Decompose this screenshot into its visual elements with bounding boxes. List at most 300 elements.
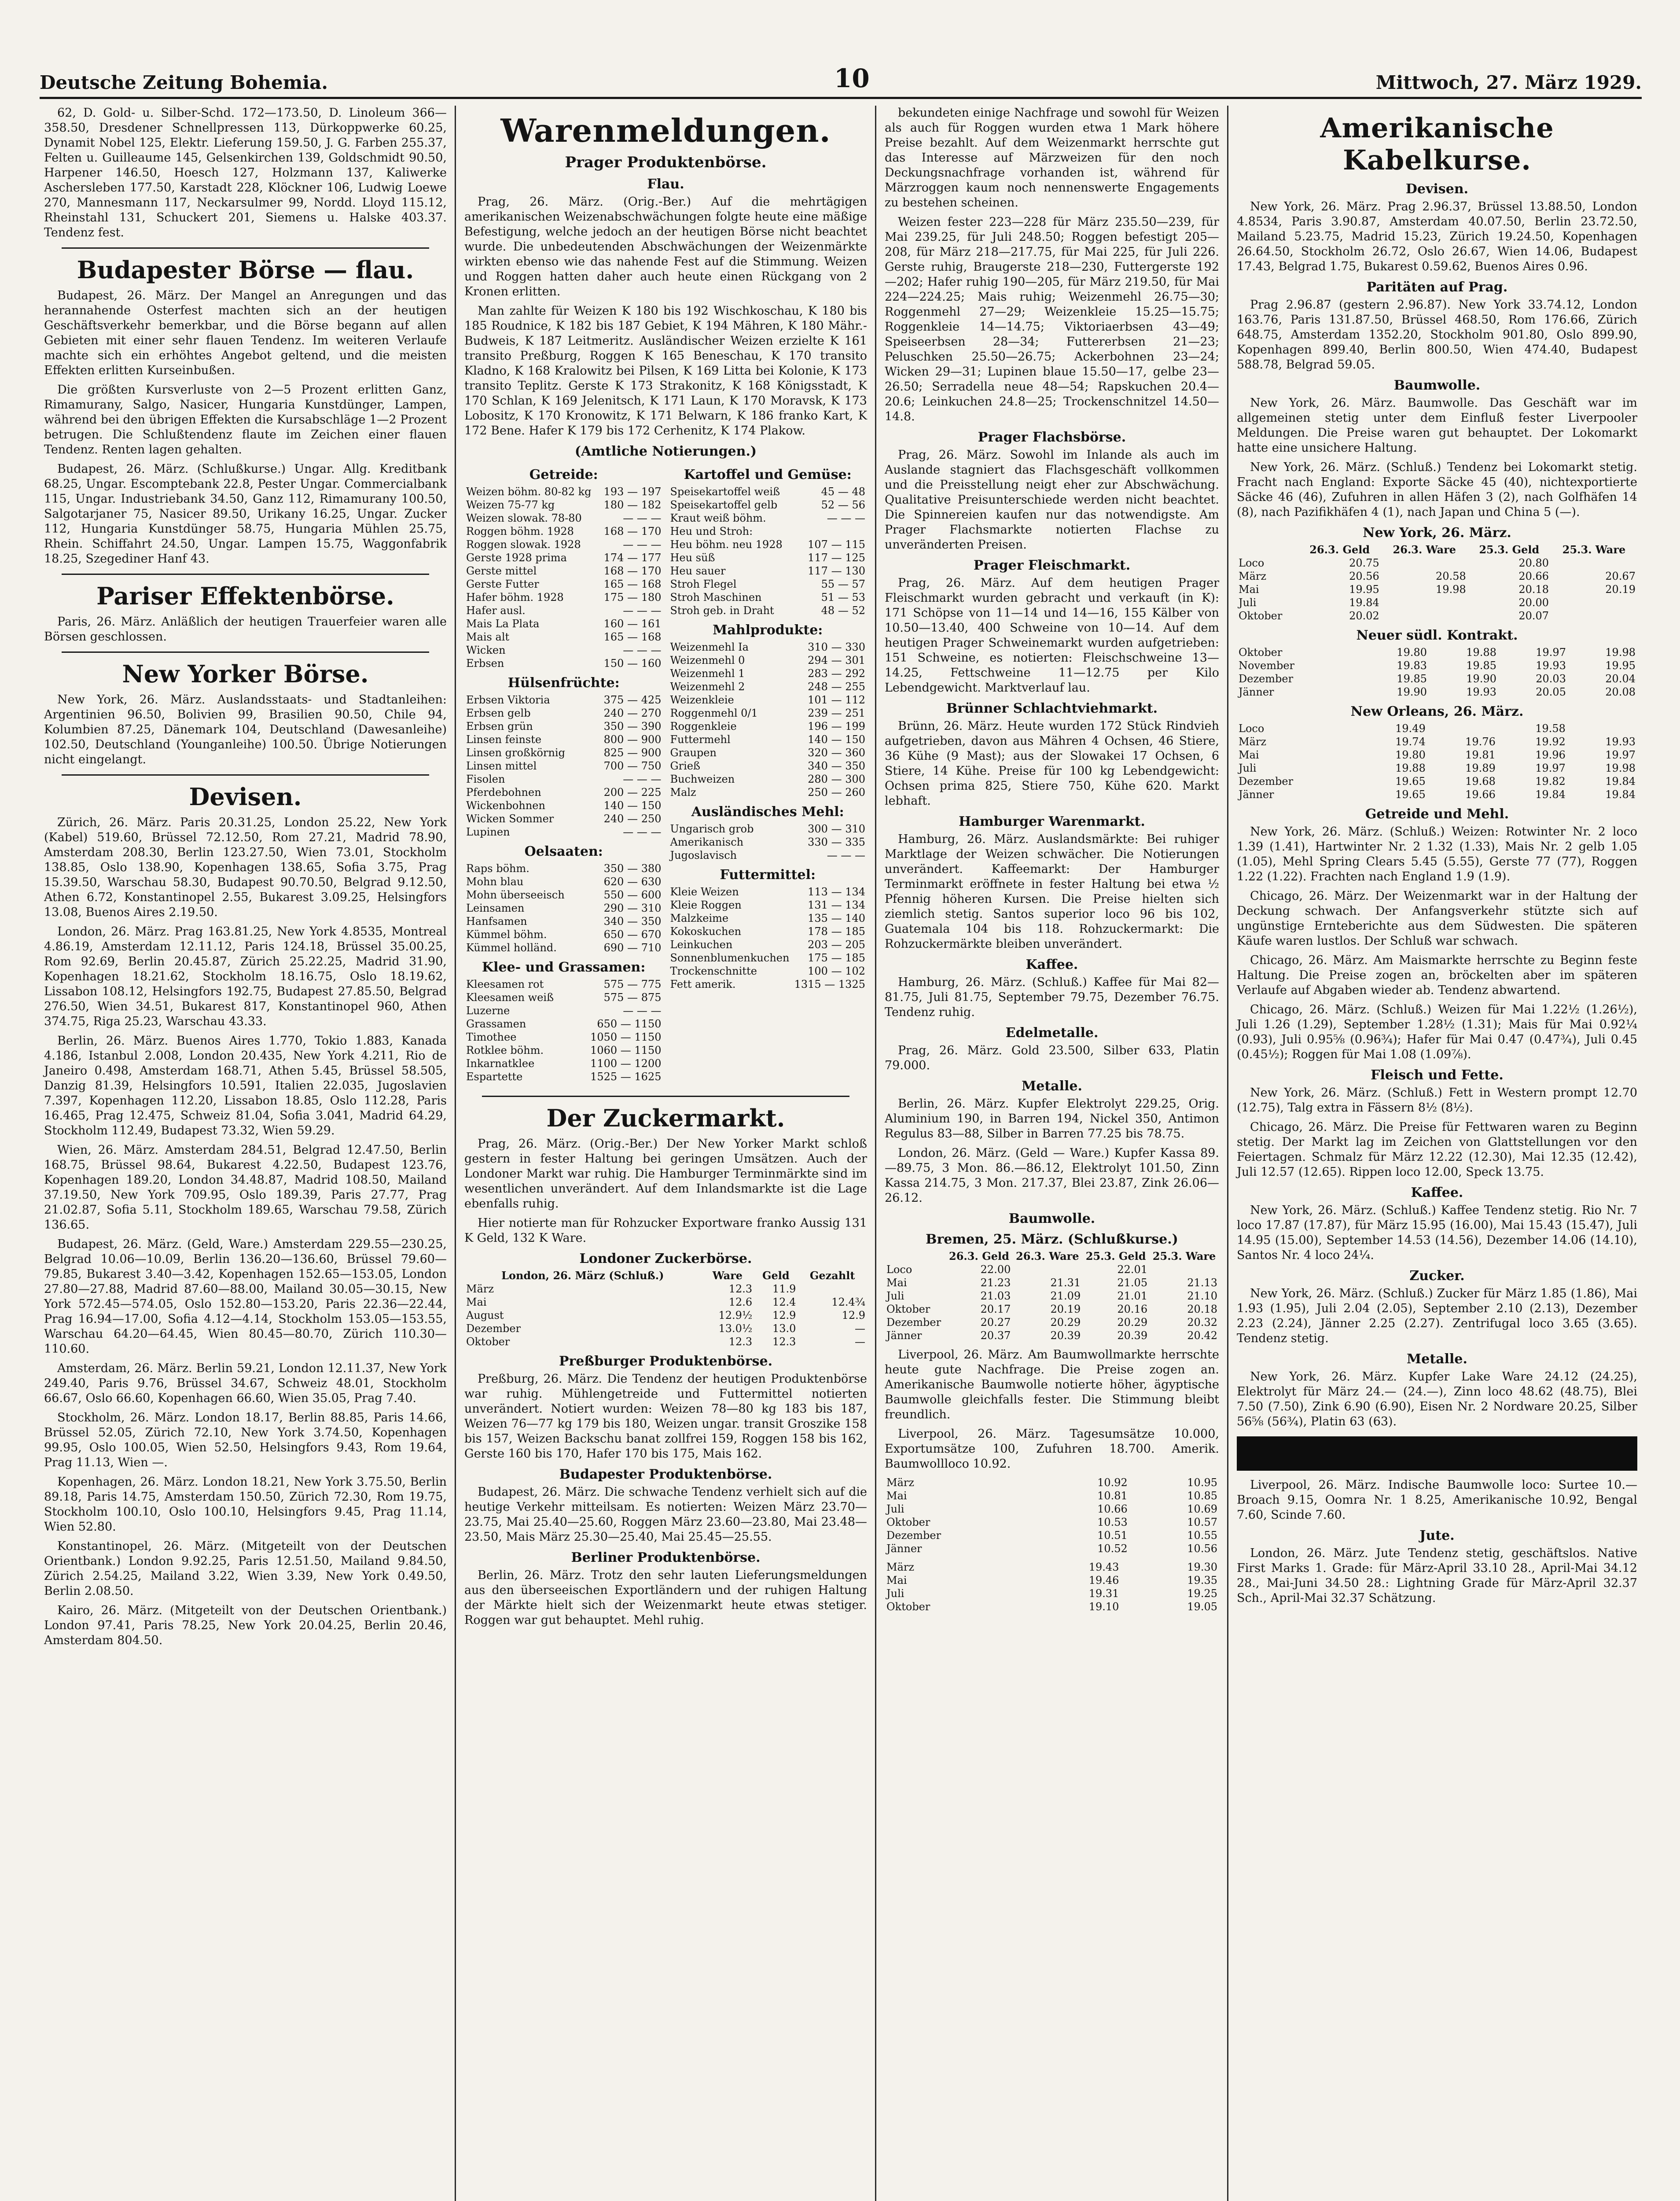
table-cell: 10.57: [1187, 1516, 1217, 1528]
table-row: [669, 964, 868, 978]
table-cell: 45 — 48: [821, 486, 865, 498]
table-cell: [1551, 609, 1637, 622]
table-cell: 19.81: [1465, 749, 1496, 761]
article-text: Hamburg, 26. März. (Schluß.) Kaffee für Mai 82—81.75, Juli 81.75, September 79.75, Dezember 76.75. Tendenz ruhig.: [885, 975, 1219, 1019]
table-cell: Kleesamen weiß: [466, 991, 554, 1004]
subsection-title: Getreide und Mehl.: [1365, 806, 1509, 822]
table-cell: 19.85: [1466, 659, 1496, 672]
table-cell: Dezember: [466, 1322, 521, 1335]
table-row: [669, 667, 868, 680]
table-cell: Mohn blau: [466, 876, 524, 888]
table-cell: Juli: [886, 1587, 904, 1600]
table-cell: [1381, 556, 1468, 570]
table-row: [669, 680, 868, 693]
table-cell: — — —: [623, 512, 662, 524]
article-text: Liverpool, 26. März. Tagesumsätze 10.000, Exportumsätze 100, Zufuhren 18.700. Amerik. Baumwollloco 10.92.: [885, 1427, 1219, 1471]
table-header-cell: 26.3. Ware: [1016, 1250, 1079, 1262]
table-row: [1237, 543, 1637, 556]
table-row: [464, 693, 663, 707]
table-cell: August: [466, 1309, 504, 1321]
table-cell: 11.9: [772, 1283, 796, 1295]
table-cell: Mai: [1239, 583, 1259, 596]
table-row: [885, 1516, 1219, 1529]
table-cell: Mai: [886, 1574, 907, 1586]
table-cell: Erbsen grün: [466, 720, 533, 732]
table-cell: — — —: [623, 773, 662, 785]
table-row: [669, 759, 868, 773]
table-row: [669, 786, 868, 799]
table-cell: 178 — 185: [808, 925, 865, 938]
table-cell: Fisolen: [466, 773, 505, 785]
table-cell: Stroh geb. in Draht: [670, 604, 774, 617]
table-cell: Gerste mittel: [466, 565, 537, 577]
rates-text: Konstantinopel, 26. März. (Mitgeteilt von der Deutschen Orientbank.) London 9.92.25, Paris 12.51.50, Mailand 9.84.50, Zürich 2.54.25, Mailand 3.22, Wien 3.39, New York 0.49.50, Berlin 2.08.50.: [44, 1539, 447, 1598]
subsection-title: Metalle.: [1407, 1351, 1467, 1367]
table-cell: 300 — 310: [808, 823, 865, 835]
table-row: [1237, 556, 1637, 570]
table-cell: 1315 — 1325: [794, 978, 865, 990]
table-row: [1237, 735, 1637, 748]
table-cell: Roggen slowak. 1928: [466, 538, 581, 551]
table-cell: 19.93: [1605, 736, 1636, 748]
rates-text: Zürich, 26. März. Paris 20.31.25, London 25.22, New York (Kabel) 519.60, Brüssel 72.12.50, Rom 27.21, Madrid 78.90, Amsterdam 208.30, Berlin 123.27.50, Wien 73.01, Stockholm 138.85, Oslo 138.90, Kopenhagen 138.65, Sofia 3.75, Prag 15.39.50, Warschau 58.30, Budapest 90.70.50, Belgrad 9.12.50, Athen 6.72, Konstantinopel 2.55, Bukarest 3.09.25, Helsingfors 13.08, Buenos Aires 2.19.50.: [44, 816, 447, 919]
table-cell: Stroh Flegel: [670, 578, 737, 590]
table-cell: Gerste Futter: [466, 578, 539, 590]
subsection-title: Prager Flachsbörse.: [978, 430, 1126, 445]
table-cell: 800 — 900: [603, 733, 662, 746]
table-cell: März: [886, 1476, 914, 1489]
table-cell: Erbsen gelb: [466, 707, 531, 719]
table-row: [1237, 788, 1637, 801]
article-text: Berlin, 26. März. Trotz den sehr lauten Lieferungsmeldungen aus den überseeischen Exportländern und der ruhigen Haltung der Märkte hielt sich der Weizenmarkt heute etwas stetiger. Roggen war gut behauptet. Mehl ruhig.: [464, 1568, 867, 1627]
table-cell: 21.13: [1187, 1277, 1217, 1289]
table-cell: 117 — 125: [808, 552, 865, 564]
table-cell: Jänner: [1239, 788, 1274, 801]
table-cell: 20.32: [1187, 1316, 1217, 1329]
table-row: [669, 578, 868, 591]
table-row: [669, 525, 868, 538]
table-cell: [1012, 1263, 1082, 1276]
table-cell: Mai: [466, 1296, 487, 1308]
table-cell: Malz: [670, 786, 696, 799]
table-row: [669, 551, 868, 564]
article-text: Budapest, 26. März. Die schwache Tendenz verhielt sich auf die heutige Verkehr mitteilsam. Es notierten: Weizen März 23.70—23.75, Mai 25.40—25.60, Roggen März 23.60—23.80, Mai 23.48—23.50, Mais März 25.30—25.40, Mai 25.45—25.55.: [464, 1485, 867, 1544]
table-cell: 19.80: [1397, 646, 1427, 659]
table-cell: 19.95: [1605, 659, 1636, 672]
table-cell: Roggenmehl 0/1: [670, 707, 758, 719]
table-cell: 12.3: [728, 1283, 753, 1295]
table-cell: Lupinen: [466, 826, 510, 838]
table-row: [885, 1303, 1219, 1316]
table-caption: New Orleans, 26. März.: [1350, 704, 1524, 719]
table-heading: Futtermittel:: [720, 867, 816, 883]
table-cell: 19.84: [1535, 788, 1566, 801]
article-text: Berlin, 26. März. Kupfer Elektrolyt 229.25, Orig. Aluminium 190, in Barren 194, Nickel 350, Antimon Regulus 83—88, Silber in Barren 77.25 bis 78.75.: [885, 1097, 1219, 1141]
table-cell: [1149, 1263, 1219, 1276]
table-row: [669, 564, 868, 578]
table-row: [464, 591, 663, 604]
table-header-cell: 25.3. Geld: [1085, 1250, 1146, 1262]
table-header-cell: 26.3. Geld: [1309, 543, 1370, 556]
table-cell: 20.80: [1518, 557, 1549, 569]
table-cell: 19.92: [1535, 736, 1566, 748]
table-cell: 283 — 292: [808, 667, 865, 680]
table-cell: Rotklee böhm.: [466, 1044, 544, 1056]
table-cell: 248 — 255: [808, 681, 865, 693]
rates-text: Kopenhagen, 26. März. London 18.21, New York 3.75.50, Berlin 89.18, Paris 14.75, Amsterdam 150.50, Zürich 72.30, Rom 19.75, Stockholm 100.10, Oslo 100.10, Helsingfors 9.45, Prag 11.14, Wien 52.80.: [44, 1475, 447, 1534]
table-row: [464, 888, 663, 902]
table-cell: 165 — 168: [603, 631, 662, 643]
table-cell: 690 — 710: [603, 942, 662, 954]
table-cell: 350 — 390: [603, 720, 662, 732]
table-cell: 140 — 150: [808, 733, 865, 746]
table-cell: Heu süß: [670, 552, 715, 564]
table-cell: 19.05: [1187, 1601, 1217, 1613]
table-cell: 825 — 900: [603, 747, 662, 759]
table-cell: Oktober: [1239, 646, 1283, 659]
table-cell: 19.98: [1436, 583, 1466, 596]
table-cell: Hafer ausl.: [466, 604, 526, 617]
table-cell: Kokoskuchen: [670, 925, 742, 938]
table-row: [669, 733, 868, 746]
table-row: [464, 941, 663, 954]
price-table: [669, 485, 868, 617]
table-cell: 620 — 630: [603, 876, 662, 888]
table-row: [464, 915, 663, 928]
table-heading: Oelsaaten:: [524, 844, 603, 859]
table-cell: 20.17: [980, 1303, 1011, 1315]
subsection-title: Hamburger Warenmarkt.: [959, 814, 1145, 829]
table-row: [669, 885, 868, 898]
subsection-title: Devisen.: [1405, 181, 1469, 197]
table-row: [464, 759, 663, 773]
subsection-title: Metalle.: [1022, 1078, 1082, 1094]
article-text: London, 26. März. (Geld — Ware.) Kupfer Kassa 89.—89.75, 3 Mon. 86.—86.12, Elektrolyt 101.50, Zinn Kassa 214.75, 3 Mon. 217.37, Blei 23.87, Zink 26.06—26.12.: [885, 1146, 1219, 1205]
table-cell: 10.92: [1097, 1476, 1128, 1489]
table-cell: 1060 — 1150: [590, 1044, 662, 1056]
table-row: [464, 538, 663, 551]
divider: [62, 574, 429, 575]
cotton-table: [1237, 543, 1637, 622]
table-cell: 20.42: [1187, 1329, 1217, 1342]
table-cell: 21.31: [1050, 1277, 1081, 1289]
table-cell: 174 — 177: [603, 552, 662, 564]
table-cell: 12.9: [842, 1309, 865, 1321]
table-cell: 19.88: [1466, 646, 1496, 659]
table-cell: 19.85: [1397, 673, 1427, 685]
table-cell: 175 — 180: [603, 591, 662, 604]
subsection-title: Baumwolle.: [1008, 1211, 1095, 1226]
table-cell: Raps böhm.: [466, 862, 529, 875]
subsection-title: (Amtliche Notierungen.): [574, 444, 757, 459]
table-cell: 20.56: [1349, 570, 1379, 582]
table-cell: 19.31: [1088, 1587, 1119, 1600]
rates-text: Berlin, 26. März. Buenos Aires 1.770, Tokio 1.883, Kanada 4.186, Istanbul 2.008, London 20.435, New York 4.211, Rio de Janeiro 0.498, Amsterdam 168.71, Athen 5.45, Brüssel 58.505, Danzig 81.39, Helsingfors 10.591, Italien 22.035, Jugoslavien 7.397, Kopenhagen 112.20, Lissabon 18.85, Oslo 112.28, Paris 16.465, Prag 12.475, Schweiz 81.04, Sofia 3.041, Madrid 64.29, Stockholm 112.49, Budapest 73.32, Wien 59.29.: [44, 1034, 447, 1137]
table-cell: 1100 — 1200: [590, 1057, 662, 1070]
column-4: [1232, 106, 1642, 2201]
table-cell: Dezember: [1239, 673, 1294, 685]
cotton-table: [885, 1250, 1219, 1342]
table-cell: 55 — 57: [821, 578, 865, 590]
article-text: Hier notierte man für Rohzucker Exportware franko Aussig 131 K Geld, 132 K Ware.: [464, 1216, 867, 1245]
table-cell: 19.93: [1536, 659, 1566, 672]
table-cell: Graupen: [670, 747, 717, 759]
column-3: [880, 106, 1224, 2201]
cotton-table: [1237, 646, 1637, 699]
article-text: Prag, 26. März. Auf dem heutigen Prager Fleischmarkt wurden gebracht und verkauft (in K): 171 Schöpse von 11—14 und 14—16, 155 Kälber von 10.50—13.40, 400 Schweine von 10—14. Auf dem heutigen Prager Schweinemarkt wurden aufgetrieben: 151 Schweine, es notierten: Fleischschweine 13—14.25, Fettschweine 11—12.75 per Kilo Lebendgewicht. Marktverlauf lau.: [885, 576, 1219, 695]
table-cell: 10.85: [1187, 1490, 1217, 1502]
table-row: [669, 822, 868, 835]
table-cell: 19.65: [1395, 788, 1426, 801]
table-cell: 19.35: [1187, 1574, 1217, 1586]
table-cell: 175 — 185: [808, 952, 865, 964]
table-cell: 20.39: [1050, 1329, 1081, 1342]
table-cell: [1381, 609, 1468, 622]
table-header-cell: Ware: [712, 1269, 743, 1282]
table-cell: Loco: [1239, 557, 1265, 569]
table-cell: Amerikanisch: [670, 836, 744, 848]
table-cell: 10.81: [1097, 1490, 1128, 1502]
table-cell: 107 — 115: [808, 538, 865, 551]
table-row: [669, 835, 868, 849]
article-text: Chicago, 26. März. Die Preise für Fettwaren waren zu Beginn stetig. Der Markt lag im Zeichen von Glattstellungen vor den Feiertagen. Schmalz für März 12.22 (12.30), Mai 12.35 (12.42), Juli 12.57 (12.65). Rippen loco 12.00, Speck 13.75.: [1237, 1120, 1637, 1179]
table-cell: — — —: [827, 512, 865, 524]
rates-text: Wien, 26. März. Amsterdam 284.51, Belgrad 12.47.50, Berlin 168.75, Brüssel 98.64, Bukarest 4.22.50, Budapest 123.76, Kopenhagen 189.20, London 34.48.87, Madrid 108.50, Mailand 37.19.50, New York 709.95, Oslo 189.39, Paris 27.77, Prag 21.02.87, Sofia 5.11, Stockholm 189.65, Warschau 79.58, Zürich 136.65.: [44, 1143, 447, 1232]
table-cell: Oktober: [886, 1516, 930, 1528]
table-cell: Gerste 1928 prima: [466, 552, 567, 564]
table-header-cell: 25.3. Ware: [1562, 543, 1626, 556]
table-cell: 19.98: [1605, 762, 1636, 774]
article-text: Hamburg, 26. März. Auslandsmärkte: Bei ruhiger Marktlage der Weizen schwächer. Die Notierungen unverändert. Kaffeemarkt: Der Hamburger Terminmarkt eröffnete in fester Haltung bei etwa ½ Pfennig höheren Kursen. Die Preise hielten sich ziemlich stetig. Santos superior loco 96 bis 102, Guatemala 104 bis 118. Rohzuckermarkt: Die Rohzuckermärkte bleiben unverändert.: [885, 832, 1219, 951]
table-row: [669, 485, 868, 498]
table-row: [885, 1529, 1219, 1542]
table-cell: — — —: [623, 1005, 662, 1017]
table-cell: Wicken Sommer: [466, 813, 554, 825]
table-cell: Speisekartoffel weiß: [670, 486, 780, 498]
table-row: [885, 1276, 1219, 1289]
table-cell: 12.4¾: [831, 1296, 865, 1308]
table-cell: Kleie Roggen: [670, 899, 742, 911]
subsection-title: Prager Produktenbörse.: [565, 154, 767, 171]
price-table: [464, 862, 663, 954]
table-cell: 19.88: [1395, 762, 1426, 774]
table-row: [464, 1044, 663, 1057]
table-cell: 19.97: [1536, 646, 1566, 659]
table-cell: Erbsen Viktoria: [466, 694, 550, 706]
article-text: Liverpool, 26. März. Indische Baumwolle loco: Surtee 10.— Broach 9.15, Oomra Nr. 1 8.25, Amerikanische 10.92, Bengal 7.60, Scinde 7.60.: [1237, 1478, 1637, 1522]
table-cell: 239 — 251: [808, 707, 865, 719]
table-cell: Malzkeime: [670, 912, 729, 924]
table-header-cell: 26.3. Ware: [1393, 543, 1456, 556]
rates-text: Amsterdam, 26. März. Berlin 59.21, London 12.11.37, New York 249.40, Paris 9.76, Brüssel 34.67, Schweiz 48.01, Stockholm 66.67, Oslo 66.60, Kopenhagen 66.60, Wien 35.05, Prag 7.40.: [44, 1362, 447, 1405]
table-cell: Dezember: [1239, 775, 1294, 788]
table-cell: 280 — 300: [808, 773, 865, 785]
table-cell: Pferdebohnen: [466, 786, 541, 799]
table-row: [1237, 672, 1637, 685]
table-row: [464, 1282, 867, 1296]
table-row: [669, 654, 868, 667]
price-table: [464, 485, 663, 670]
table-cell: Kümmel böhm.: [466, 928, 547, 941]
table-cell: 10.52: [1097, 1542, 1128, 1555]
page-header: [40, 63, 1642, 99]
rates-text: Stockholm, 26. März. London 18.17, Berlin 88.85, Paris 14.66, Brüssel 52.05, Zürich 72.10, New York 3.74.50, Kopenhagen 99.95, Oslo 100.05, Wien 52.50, Helsingfors 9.43, Rom 19.64, Prag 11.13, Wien —.: [44, 1411, 447, 1469]
table-cell: 20.07: [1518, 610, 1549, 622]
table-cell: 203 — 205: [808, 939, 865, 951]
table-cell: 168 — 170: [603, 525, 662, 537]
table-cell: 375 — 425: [603, 694, 662, 706]
table-row: [885, 1502, 1219, 1516]
subsection-title: Paritäten auf Prag.: [1366, 280, 1508, 295]
subsection-title: Londoner Zuckerbörse.: [579, 1251, 752, 1266]
table-cell: 10.69: [1187, 1503, 1217, 1515]
table-cell: 20.29: [1117, 1316, 1148, 1329]
table-cell: Mai: [886, 1490, 907, 1502]
article-text: Budapest, 26. März. (Schlußkurse.) Ungar. Allg. Kreditbank 68.25, Ungar. Escomptebank 22.8, Pester Ungar. Commercialbank 115, Ungar. Industriebank 34.50, Ganz 112, Rimamurany 100.50, Salgotarjaner 75, Nasicer 89.50, Urikany 16.25, Ungar. Zucker 112, Hungaria Kunstdünger 58.75, Hungaria Mühlen 25.75, Rhein. Schiffahrt 24.50, Ungar. Lampen 15.75, Waggonfabrik 18.25, Szegediner Hanf 43.: [44, 462, 447, 566]
table-cell: 193 — 197: [603, 486, 662, 498]
table-cell: Juli: [1239, 762, 1257, 774]
section-title: Pariser Effektenbörse.: [96, 582, 394, 610]
table-cell: Sonnenblumenkuchen: [670, 952, 790, 964]
table-cell: März: [886, 1561, 914, 1573]
table-cell: Heu böhm. neu 1928: [670, 538, 783, 551]
table-cell: Dezember: [886, 1316, 941, 1329]
subsection-title: Kaffee.: [1411, 1185, 1463, 1200]
cotton-table: [1237, 722, 1637, 801]
table-caption: New York, 26. März.: [1363, 525, 1511, 541]
table-cell: 19.97: [1605, 749, 1636, 761]
table-row: [464, 604, 663, 617]
table-cell: Speisekartoffel gelb: [670, 499, 778, 511]
table-row: [464, 551, 663, 564]
table-cell: — — —: [623, 644, 662, 656]
header-date: Mittwoch, 27. März 1929.: [1375, 72, 1642, 93]
table-row: [464, 485, 663, 498]
article-text: New York, 26. März. (Schluß.) Zucker für März 1.85 (1.86), Mai 1.93 (1.95), Juli 2.04 (2.05), September 2.10 (2.13), Dezember 2.23 (2.24), Jänner 2.25 (2.27). Zentrifugal loco 3.65 (3.65). Tendenz stetig.: [1237, 1287, 1637, 1345]
table-row: [464, 1017, 663, 1031]
article-text: New York, 26. März. (Schluß.) Tendenz bei Lokomarkt stetig. Fracht nach England: Exporte Säcke 45 (40), nichtexportierte Säcke 46 (46), Zufuhren in allen Häfen 3 (2), nach Golfhäfen 14 (8), nach Pazifikhäfen 4 (1), nach Japan und China 5 (—).: [1237, 460, 1637, 519]
table-cell: 21.03: [980, 1290, 1011, 1302]
column-rule: [455, 106, 456, 2201]
table-cell: 19.30: [1187, 1561, 1217, 1573]
table-heading: Getreide:: [529, 467, 598, 482]
table-cell: 12.4: [772, 1296, 796, 1308]
subsection-title: Kaffee.: [1026, 957, 1078, 972]
article-text: New York, 26. März. Baumwolle. Das Geschäft war im allgemeinen stetig unter dem Einfluß fester Liverpooler Meldungen. Die Preise waren gut behauptet. Der Lokomarkt hatte eine unsichere Haltung.: [1237, 396, 1637, 455]
table-cell: Weizenmehl 0: [670, 654, 745, 666]
table-row: [1237, 570, 1637, 583]
table-header-cell: London, 26. März (Schluß.): [501, 1269, 664, 1282]
column-1: [40, 106, 451, 2201]
table-cell: Wicken: [466, 644, 506, 656]
header-title: Deutsche Zeitung Bohemia.: [40, 72, 328, 93]
table-cell: 100 — 102: [808, 965, 865, 977]
table-cell: 19.84: [1605, 775, 1636, 788]
table-row: [1237, 722, 1637, 735]
table-cell: 101 — 112: [808, 694, 865, 706]
subsection-title: Edelmetalle.: [1005, 1025, 1099, 1041]
article-text: 62, D. Gold- u. Silber-Schd. 172—173.50, D. Linoleum 366—358.50, Dresdener Schnellpressen 113, Dürkoppwerke 60.25, Dynamit Nobel 125, Elektr. Lieferung 159.50, J. G. Farben 255.37, Felten u. Guilleaume 145, Gelsenkirchen 139, Goldschmidt 90.50, Harpener 146.50, Hoesch 127, Holzmann 137, Kaliwerke Aschersleben 177.50, Karstadt 228, Klöckner 106, Ludwig Loewe 270, Mannesmann 117, Neckarsulmer 99, Nordd. Lloyd 115.12, Rheinstahl 131, Schuckert 201, Siemens u. Halske 403.37. Tendenz fest.: [44, 106, 447, 239]
subsection-title: Zucker.: [1409, 1268, 1465, 1284]
price-table: [464, 978, 663, 1083]
table-row: [464, 498, 663, 512]
table-cell: [798, 525, 867, 538]
table-row: [1237, 609, 1637, 622]
table-cell: 168 — 170: [603, 565, 662, 577]
table-cell: 19.90: [1466, 673, 1496, 685]
table-row: [464, 928, 663, 941]
table-row: [669, 640, 868, 654]
table-cell: — — —: [623, 604, 662, 617]
table-cell: 20.27: [980, 1316, 1011, 1329]
section-title: Devisen.: [189, 783, 302, 811]
table-cell: 19.25: [1187, 1587, 1217, 1600]
divider: [62, 774, 429, 776]
table-cell: 12.9: [772, 1309, 796, 1321]
price-table: [464, 693, 663, 839]
table-cell: —: [855, 1322, 865, 1335]
black-bar: [1237, 1436, 1637, 1471]
table-cell: 165 — 168: [603, 578, 662, 590]
table-row: [464, 1004, 663, 1017]
table-row: [464, 799, 663, 812]
table-row: [464, 1335, 867, 1348]
table-cell: Fett amerik.: [670, 978, 736, 990]
table-cell: Heu und Stroh:: [670, 525, 753, 537]
table-cell: 20.75: [1349, 557, 1379, 569]
table-cell: 21.10: [1187, 1290, 1217, 1302]
table-row: [669, 978, 868, 991]
table-row: [464, 1296, 867, 1309]
table-row: [464, 862, 663, 875]
table-cell: Jänner: [886, 1329, 922, 1342]
table-cell: 19.49: [1395, 722, 1426, 735]
table-cell: Loco: [886, 1263, 912, 1276]
table-cell: 52 — 56: [821, 499, 865, 511]
table-row: [669, 898, 868, 912]
table-row: [464, 720, 663, 733]
table-cell: 51 — 53: [821, 591, 865, 604]
table-cell: Leinkuchen: [670, 939, 733, 951]
table-cell: 19.97: [1535, 762, 1566, 774]
subsection-title: Jute.: [1419, 1528, 1455, 1543]
table-row: [1237, 748, 1637, 762]
table-row: [885, 1316, 1219, 1329]
column-rule: [875, 106, 876, 2201]
table-row: [464, 773, 663, 786]
table-row: [669, 604, 868, 617]
table-row: [885, 1329, 1219, 1342]
table-cell: Grassamen: [466, 1018, 526, 1030]
price-tables: [464, 462, 867, 1089]
section-title: Warenmeldungen.: [500, 112, 831, 149]
table-cell: Ungarisch grob: [670, 823, 754, 835]
table-row: [885, 1476, 1219, 1489]
table-cell: Mohn überseeisch: [466, 889, 565, 901]
table-cell: 294 — 301: [808, 654, 865, 666]
table-cell: 575 — 875: [603, 991, 662, 1004]
table-cell: Mais alt: [466, 631, 510, 643]
subsection-title: Prager Fleischmarkt.: [973, 558, 1131, 573]
table-row: [464, 630, 663, 644]
table-cell: 340 — 350: [808, 760, 865, 772]
table-cell: Roggenkleie: [670, 720, 737, 732]
table-cell: Wickenbohnen: [466, 799, 545, 812]
table-cell: Weizenmehl 2: [670, 681, 745, 693]
table-cell: Kümmel holländ.: [466, 942, 557, 954]
table-cell: 20.04: [1605, 673, 1636, 685]
table-row: [669, 925, 868, 938]
